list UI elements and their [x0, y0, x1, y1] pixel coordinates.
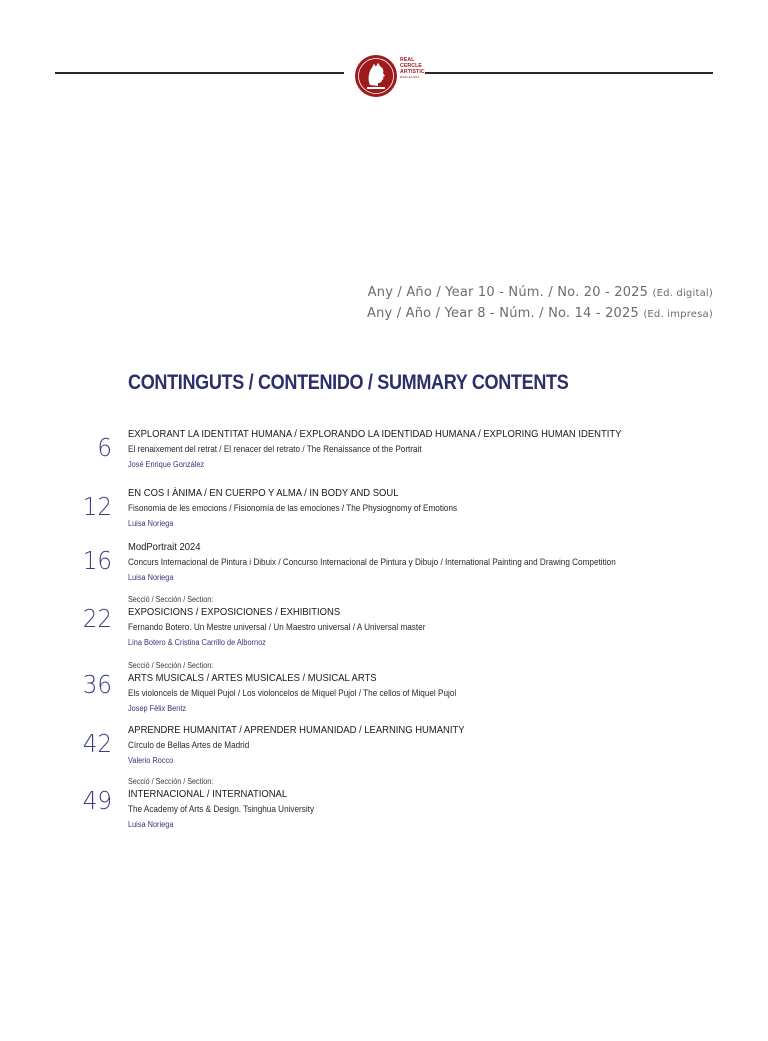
entry-subtitle: Els violoncels de Miquel Pujol / Los violoncelos de Miquel Pujol / The cellos of Miquel Pujol	[128, 688, 457, 699]
page-title: CONTINGUTS / CONTENIDO / SUMMARY CONTENTS	[128, 371, 569, 394]
entry-subtitle: The Academy of Arts & Design. Tsinghua University	[128, 804, 315, 815]
entry-title: ARTS MUSICALS / ARTES MUSICALES / MUSICAL ARTS	[128, 672, 377, 684]
page-number: 22	[82, 604, 112, 633]
page-number: 49	[82, 786, 112, 815]
header-rule-left	[55, 72, 344, 74]
logo-line-2: CERCLE	[400, 63, 422, 69]
logo-line-3: ARTISTIC	[400, 69, 425, 75]
section-label: Secció / Sección / Section:	[128, 661, 214, 670]
entry-title: EXPLORANT LA IDENTITAT HUMANA / EXPLORANDO LA IDENTIDAD HUMANA / EXPLORING HUMAN IDENTITY	[128, 428, 622, 440]
entry-author: Lina Botero & Cristina Carrillo de Albornoz	[128, 638, 266, 647]
entry-subtitle: Círculo de Bellas Artes de Madrid	[128, 740, 250, 751]
entry-author: Luisa Noriega	[128, 820, 174, 829]
logo	[354, 54, 424, 102]
entry-subtitle: Fisonomia de les emocions / Fisionomía de las emociones / The Physiognomy of Emotions	[128, 503, 458, 514]
entry-title: INTERNACIONAL / INTERNATIONAL	[128, 788, 288, 800]
page-number: 36	[82, 670, 112, 699]
header-rule-right	[425, 72, 713, 74]
issue-text: Any / Año / Year 10 - Núm. / No. 20 - 2025	[367, 285, 649, 300]
entry-title: EXPOSICIONS / EXPOSICIONES / EXHIBITIONS	[128, 606, 341, 618]
logo-badge-icon	[354, 54, 398, 98]
entry-title: ModPortrait 2024	[128, 541, 201, 553]
entry-author: Luisa Noriega	[128, 519, 174, 528]
entry-subtitle: El renaixement del retrat / El renacer del retrato / The Renaissance of the Portrait	[128, 444, 422, 455]
logo-subtext: BARCELONA	[400, 75, 420, 79]
entry-title: EN COS I ÀNIMA / EN CUERPO Y ALMA / IN BODY AND SOUL	[128, 487, 399, 499]
entry-subtitle: Concurs Internacional de Pintura i Dibuix / Concurso Internacional de Pintura y Dibujo / International Painting and Drawing Competition	[128, 557, 616, 568]
issue-line-digital	[368, 285, 713, 300]
entry-subtitle: Fernando Botero. Un Mestre universal / Un Maestro universal / A Universal master	[128, 622, 426, 633]
section-label: Secció / Sección / Section:	[128, 777, 214, 786]
section-label: Secció / Sección / Section:	[128, 595, 214, 604]
edition-label: (Ed. digital)	[652, 288, 713, 299]
logo-wordmark	[400, 57, 426, 79]
issue-line-print	[367, 306, 713, 321]
entry-author: Valerio Rocco	[128, 756, 174, 765]
page-number: 42	[82, 729, 112, 758]
entry-author: Luisa Noriega	[128, 573, 174, 582]
entry-author: José Enrique González	[128, 460, 205, 469]
logo-line-1: REAL	[400, 57, 415, 63]
page-number: 16	[82, 546, 112, 575]
entry-title: APRENDRE HUMANITAT / APRENDER HUMANIDAD / LEARNING HUMANITY	[128, 724, 465, 736]
issue-text: Any / Año / Year 8 - Núm. / No. 14 - 2025	[366, 306, 639, 321]
edition-label: (Ed. impresa)	[643, 309, 713, 320]
page-number: 6	[97, 433, 112, 462]
page-number: 12	[82, 492, 112, 521]
entry-author: Josep Fèlix Bentz	[128, 704, 187, 713]
